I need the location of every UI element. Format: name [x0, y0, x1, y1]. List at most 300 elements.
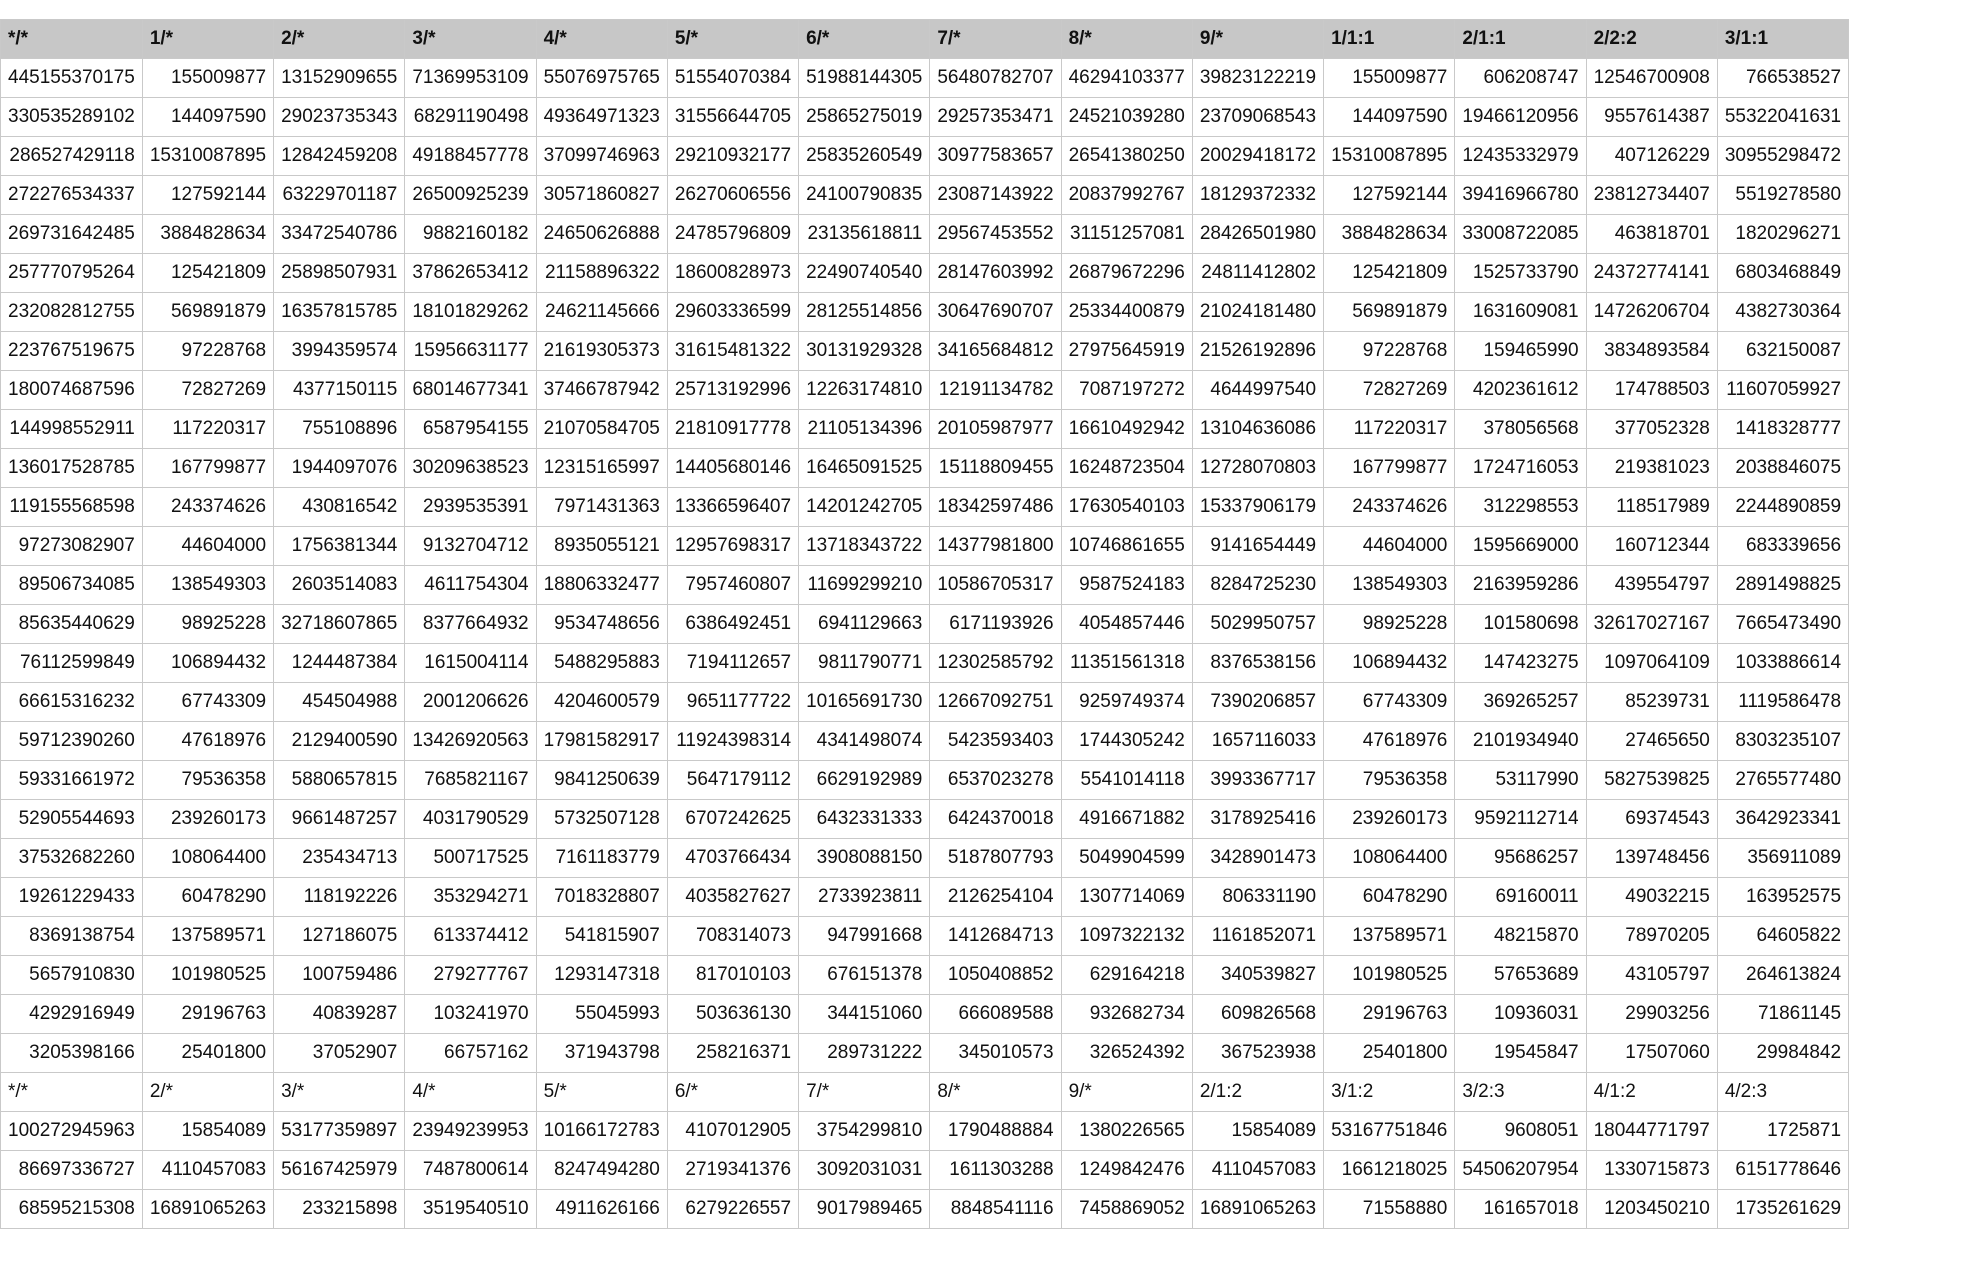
data-cell[interactable]: 7971431363 [536, 487, 667, 526]
data-cell[interactable]: 3205398166 [1, 1033, 143, 1072]
data-cell[interactable]: 106894432 [1324, 643, 1455, 682]
data-cell[interactable]: 117220317 [1324, 409, 1455, 448]
header-cell[interactable]: 9/* [1192, 19, 1323, 58]
subheader-cell[interactable]: */* [1, 1072, 143, 1111]
data-cell[interactable]: 25401800 [142, 1033, 273, 1072]
header-cell[interactable]: 4/* [536, 19, 667, 58]
data-cell[interactable]: 49188457778 [405, 136, 536, 175]
data-cell[interactable]: 33472540786 [274, 214, 405, 253]
data-cell[interactable]: 29196763 [1324, 994, 1455, 1033]
data-cell[interactable]: 155009877 [142, 58, 273, 97]
data-cell[interactable]: 3884828634 [142, 214, 273, 253]
data-cell[interactable]: 37099746963 [536, 136, 667, 175]
data-cell[interactable]: 28125514856 [799, 292, 930, 331]
data-cell[interactable]: 18806332477 [536, 565, 667, 604]
data-cell[interactable]: 72827269 [1324, 370, 1455, 409]
data-cell[interactable]: 64605822 [1717, 916, 1848, 955]
data-cell[interactable]: 13366596407 [667, 487, 798, 526]
data-cell[interactable]: 1050408852 [930, 955, 1061, 994]
data-cell[interactable]: 138549303 [142, 565, 273, 604]
data-cell[interactable]: 12728070803 [1192, 448, 1323, 487]
data-cell[interactable]: 377052328 [1586, 409, 1717, 448]
data-cell[interactable]: 30647690707 [930, 292, 1061, 331]
data-cell[interactable]: 67743309 [1324, 682, 1455, 721]
data-cell[interactable]: 353294271 [405, 877, 536, 916]
data-cell[interactable]: 312298553 [1455, 487, 1586, 526]
data-cell[interactable]: 15310087895 [142, 136, 273, 175]
data-cell[interactable]: 439554797 [1586, 565, 1717, 604]
header-cell[interactable]: 1/* [142, 19, 273, 58]
data-cell[interactable]: 56480782707 [930, 58, 1061, 97]
data-cell[interactable]: 369265257 [1455, 682, 1586, 721]
data-cell[interactable]: 10746861655 [1061, 526, 1192, 565]
data-cell[interactable]: 6279226557 [667, 1189, 798, 1228]
data-cell[interactable]: 3178925416 [1192, 799, 1323, 838]
data-cell[interactable]: 286527429118 [1, 136, 143, 175]
data-cell[interactable]: 118517989 [1586, 487, 1717, 526]
data-cell[interactable]: 1724716053 [1455, 448, 1586, 487]
data-cell[interactable]: 26500925239 [405, 175, 536, 214]
data-cell[interactable]: 52905544693 [1, 799, 143, 838]
data-cell[interactable]: 5519278580 [1717, 175, 1848, 214]
data-cell[interactable]: 27975645919 [1061, 331, 1192, 370]
data-cell[interactable]: 9608051 [1455, 1111, 1586, 1150]
data-cell[interactable]: 13426920563 [405, 721, 536, 760]
data-cell[interactable]: 7487800614 [405, 1150, 536, 1189]
data-cell[interactable]: 272276534337 [1, 175, 143, 214]
data-cell[interactable]: 269731642485 [1, 214, 143, 253]
data-cell[interactable]: 18101829262 [405, 292, 536, 331]
data-cell[interactable]: 6432331333 [799, 799, 930, 838]
data-cell[interactable]: 16610492942 [1061, 409, 1192, 448]
data-cell[interactable]: 3519540510 [405, 1189, 536, 1228]
data-cell[interactable]: 5827539825 [1586, 760, 1717, 799]
data-cell[interactable]: 33008722085 [1455, 214, 1586, 253]
data-cell[interactable]: 676151378 [799, 955, 930, 994]
data-cell[interactable]: 606208747 [1455, 58, 1586, 97]
data-cell[interactable]: 29210932177 [667, 136, 798, 175]
data-cell[interactable]: 11607059927 [1717, 370, 1848, 409]
data-cell[interactable]: 26541380250 [1061, 136, 1192, 175]
data-cell[interactable]: 12842459208 [274, 136, 405, 175]
data-cell[interactable]: 15956631177 [405, 331, 536, 370]
data-cell[interactable]: 21070584705 [536, 409, 667, 448]
data-cell[interactable]: 14377981800 [930, 526, 1061, 565]
data-cell[interactable]: 9017989465 [799, 1189, 930, 1228]
data-cell[interactable]: 766538527 [1717, 58, 1848, 97]
data-cell[interactable]: 243374626 [142, 487, 273, 526]
data-cell[interactable]: 18044771797 [1586, 1111, 1717, 1150]
data-cell[interactable]: 68595215308 [1, 1189, 143, 1228]
data-cell[interactable]: 932682734 [1061, 994, 1192, 1033]
data-cell[interactable]: 17981582917 [536, 721, 667, 760]
data-cell[interactable]: 23812734407 [1586, 175, 1717, 214]
data-cell[interactable]: 8935055121 [536, 526, 667, 565]
data-cell[interactable]: 144998552911 [1, 409, 143, 448]
data-cell[interactable]: 1033886614 [1717, 643, 1848, 682]
data-cell[interactable]: 56167425979 [274, 1150, 405, 1189]
data-cell[interactable]: 1595669000 [1455, 526, 1586, 565]
data-cell[interactable]: 7957460807 [667, 565, 798, 604]
subheader-cell[interactable]: 2/* [142, 1072, 273, 1111]
data-cell[interactable]: 108064400 [1324, 838, 1455, 877]
data-cell[interactable]: 13104636086 [1192, 409, 1323, 448]
data-cell[interactable]: 25334400879 [1061, 292, 1192, 331]
data-cell[interactable]: 16465091525 [799, 448, 930, 487]
data-cell[interactable]: 755108896 [274, 409, 405, 448]
data-cell[interactable]: 30571860827 [536, 175, 667, 214]
data-cell[interactable]: 119155568598 [1, 487, 143, 526]
data-cell[interactable]: 15854089 [1192, 1111, 1323, 1150]
data-cell[interactable]: 20029418172 [1192, 136, 1323, 175]
data-cell[interactable]: 167799877 [1324, 448, 1455, 487]
data-cell[interactable]: 85239731 [1586, 682, 1717, 721]
data-cell[interactable]: 817010103 [667, 955, 798, 994]
header-cell[interactable]: 8/* [1061, 19, 1192, 58]
data-cell[interactable]: 15337906179 [1192, 487, 1323, 526]
data-cell[interactable]: 23135618811 [799, 214, 930, 253]
data-cell[interactable]: 632150087 [1717, 331, 1848, 370]
data-cell[interactable]: 103241970 [405, 994, 536, 1033]
data-cell[interactable]: 345010573 [930, 1033, 1061, 1072]
data-cell[interactable]: 609826568 [1192, 994, 1323, 1033]
data-cell[interactable]: 356911089 [1717, 838, 1848, 877]
data-cell[interactable]: 18129372332 [1192, 175, 1323, 214]
data-cell[interactable]: 55045993 [536, 994, 667, 1033]
data-cell[interactable]: 13718343722 [799, 526, 930, 565]
data-cell[interactable]: 19261229433 [1, 877, 143, 916]
data-cell[interactable]: 2719341376 [667, 1150, 798, 1189]
data-cell[interactable]: 2733923811 [799, 877, 930, 916]
data-cell[interactable]: 127592144 [142, 175, 273, 214]
data-cell[interactable]: 138549303 [1324, 565, 1455, 604]
data-cell[interactable]: 49032215 [1586, 877, 1717, 916]
data-cell[interactable]: 53117990 [1455, 760, 1586, 799]
data-cell[interactable]: 1244487384 [274, 643, 405, 682]
data-cell[interactable]: 159465990 [1455, 331, 1586, 370]
data-cell[interactable]: 4031790529 [405, 799, 536, 838]
data-cell[interactable]: 144097590 [142, 97, 273, 136]
data-cell[interactable]: 28147603992 [930, 253, 1061, 292]
data-cell[interactable]: 239260173 [142, 799, 273, 838]
data-cell[interactable]: 806331190 [1192, 877, 1323, 916]
data-cell[interactable]: 54506207954 [1455, 1150, 1586, 1189]
data-cell[interactable]: 46294103377 [1061, 58, 1192, 97]
data-cell[interactable]: 89506734085 [1, 565, 143, 604]
data-cell[interactable]: 9259749374 [1061, 682, 1192, 721]
data-cell[interactable]: 12546700908 [1586, 58, 1717, 97]
data-cell[interactable]: 4202361612 [1455, 370, 1586, 409]
data-cell[interactable]: 4204600579 [536, 682, 667, 721]
data-cell[interactable]: 31615481322 [667, 331, 798, 370]
data-cell[interactable]: 4382730364 [1717, 292, 1848, 331]
data-cell[interactable]: 666089588 [930, 994, 1061, 1033]
data-cell[interactable]: 4054857446 [1061, 604, 1192, 643]
data-cell[interactable]: 66757162 [405, 1033, 536, 1072]
data-cell[interactable]: 18342597486 [930, 487, 1061, 526]
data-cell[interactable]: 3428901473 [1192, 838, 1323, 877]
header-cell[interactable]: 6/* [799, 19, 930, 58]
data-cell[interactable]: 5657910830 [1, 955, 143, 994]
data-cell[interactable]: 19466120956 [1455, 97, 1586, 136]
data-cell[interactable]: 8848541116 [930, 1189, 1061, 1228]
data-cell[interactable]: 1735261629 [1717, 1189, 1848, 1228]
data-cell[interactable]: 683339656 [1717, 526, 1848, 565]
data-cell[interactable]: 10586705317 [930, 565, 1061, 604]
data-cell[interactable]: 29023735343 [274, 97, 405, 136]
data-cell[interactable]: 6707242625 [667, 799, 798, 838]
data-cell[interactable]: 117220317 [142, 409, 273, 448]
data-cell[interactable]: 37466787942 [536, 370, 667, 409]
data-cell[interactable]: 98925228 [1324, 604, 1455, 643]
data-cell[interactable]: 11351561318 [1061, 643, 1192, 682]
data-cell[interactable]: 12957698317 [667, 526, 798, 565]
data-cell[interactable]: 30977583657 [930, 136, 1061, 175]
data-cell[interactable]: 8376538156 [1192, 643, 1323, 682]
data-cell[interactable]: 68014677341 [405, 370, 536, 409]
data-cell[interactable]: 125421809 [1324, 253, 1455, 292]
subheader-cell[interactable]: 6/* [667, 1072, 798, 1111]
data-cell[interactable]: 2001206626 [405, 682, 536, 721]
data-cell[interactable]: 2101934940 [1455, 721, 1586, 760]
data-cell[interactable]: 76112599849 [1, 643, 143, 682]
data-cell[interactable]: 108064400 [142, 838, 273, 877]
data-cell[interactable]: 3993367717 [1192, 760, 1323, 799]
data-cell[interactable]: 7161183779 [536, 838, 667, 877]
data-cell[interactable]: 2939535391 [405, 487, 536, 526]
data-cell[interactable]: 17630540103 [1061, 487, 1192, 526]
data-cell[interactable]: 21526192896 [1192, 331, 1323, 370]
data-cell[interactable]: 378056568 [1455, 409, 1586, 448]
data-cell[interactable]: 3908088150 [799, 838, 930, 877]
data-cell[interactable]: 167799877 [142, 448, 273, 487]
header-cell[interactable]: 1/1:1 [1324, 19, 1455, 58]
data-cell[interactable]: 1611303288 [930, 1150, 1061, 1189]
data-cell[interactable]: 223767519675 [1, 331, 143, 370]
subheader-cell[interactable]: 4/1:2 [1586, 1072, 1717, 1111]
data-cell[interactable]: 2603514083 [274, 565, 405, 604]
data-cell[interactable]: 239260173 [1324, 799, 1455, 838]
data-cell[interactable]: 7194112657 [667, 643, 798, 682]
header-cell[interactable]: 2/2:2 [1586, 19, 1717, 58]
data-cell[interactable]: 127592144 [1324, 175, 1455, 214]
data-cell[interactable]: 27465650 [1586, 721, 1717, 760]
data-cell[interactable]: 243374626 [1324, 487, 1455, 526]
data-cell[interactable]: 6629192989 [799, 760, 930, 799]
data-cell[interactable]: 59712390260 [1, 721, 143, 760]
data-cell[interactable]: 49364971323 [536, 97, 667, 136]
data-cell[interactable]: 2765577480 [1717, 760, 1848, 799]
data-cell[interactable]: 3994359574 [274, 331, 405, 370]
data-cell[interactable]: 10165691730 [799, 682, 930, 721]
data-cell[interactable]: 1097064109 [1586, 643, 1717, 682]
header-cell[interactable]: */* [1, 19, 143, 58]
data-cell[interactable]: 12263174810 [799, 370, 930, 409]
data-cell[interactable]: 5488295883 [536, 643, 667, 682]
data-cell[interactable]: 37052907 [274, 1033, 405, 1072]
data-cell[interactable]: 1725871 [1717, 1111, 1848, 1150]
data-cell[interactable]: 5732507128 [536, 799, 667, 838]
data-cell[interactable]: 136017528785 [1, 448, 143, 487]
data-cell[interactable]: 51988144305 [799, 58, 930, 97]
data-cell[interactable]: 708314073 [667, 916, 798, 955]
data-cell[interactable]: 8284725230 [1192, 565, 1323, 604]
data-cell[interactable]: 69160011 [1455, 877, 1586, 916]
data-cell[interactable]: 9132704712 [405, 526, 536, 565]
data-cell[interactable]: 57653689 [1455, 955, 1586, 994]
header-cell[interactable]: 7/* [930, 19, 1061, 58]
data-cell[interactable]: 4035827627 [667, 877, 798, 916]
data-cell[interactable]: 4644997540 [1192, 370, 1323, 409]
data-cell[interactable]: 125421809 [142, 253, 273, 292]
data-cell[interactable]: 5187807793 [930, 838, 1061, 877]
data-cell[interactable]: 67743309 [142, 682, 273, 721]
data-cell[interactable]: 9557614387 [1586, 97, 1717, 136]
subheader-cell[interactable]: 4/* [405, 1072, 536, 1111]
data-cell[interactable]: 6941129663 [799, 604, 930, 643]
data-cell[interactable]: 31556644705 [667, 97, 798, 136]
data-cell[interactable]: 53177359897 [274, 1111, 405, 1150]
data-cell[interactable]: 445155370175 [1, 58, 143, 97]
data-cell[interactable]: 14405680146 [667, 448, 798, 487]
data-cell[interactable]: 7087197272 [1061, 370, 1192, 409]
data-cell[interactable]: 1380226565 [1061, 1111, 1192, 1150]
data-cell[interactable]: 344151060 [799, 994, 930, 1033]
data-cell[interactable]: 23709068543 [1192, 97, 1323, 136]
data-cell[interactable]: 5880657815 [274, 760, 405, 799]
data-cell[interactable]: 4911626166 [536, 1189, 667, 1228]
data-cell[interactable]: 1412684713 [930, 916, 1061, 955]
data-cell[interactable]: 947991668 [799, 916, 930, 955]
data-cell[interactable]: 9651177722 [667, 682, 798, 721]
data-cell[interactable]: 4110457083 [1192, 1150, 1323, 1189]
data-cell[interactable]: 8303235107 [1717, 721, 1848, 760]
data-cell[interactable]: 2163959286 [1455, 565, 1586, 604]
data-cell[interactable]: 55076975765 [536, 58, 667, 97]
data-cell[interactable]: 1330715873 [1586, 1150, 1717, 1189]
data-cell[interactable]: 454504988 [274, 682, 405, 721]
subheader-cell[interactable]: 2/1:2 [1192, 1072, 1323, 1111]
data-cell[interactable]: 7685821167 [405, 760, 536, 799]
data-cell[interactable]: 24100790835 [799, 175, 930, 214]
data-cell[interactable]: 1161852071 [1192, 916, 1323, 955]
data-cell[interactable]: 1203450210 [1586, 1189, 1717, 1228]
data-cell[interactable]: 85635440629 [1, 604, 143, 643]
data-cell[interactable]: 629164218 [1061, 955, 1192, 994]
data-cell[interactable]: 2126254104 [930, 877, 1061, 916]
data-cell[interactable]: 11924398314 [667, 721, 798, 760]
data-cell[interactable]: 25835260549 [799, 136, 930, 175]
data-cell[interactable]: 47618976 [142, 721, 273, 760]
data-cell[interactable]: 26879672296 [1061, 253, 1192, 292]
data-cell[interactable]: 23949239953 [405, 1111, 536, 1150]
data-cell[interactable]: 1097322132 [1061, 916, 1192, 955]
data-cell[interactable]: 47618976 [1324, 721, 1455, 760]
data-cell[interactable]: 25865275019 [799, 97, 930, 136]
data-cell[interactable]: 9841250639 [536, 760, 667, 799]
data-cell[interactable]: 101580698 [1455, 604, 1586, 643]
data-cell[interactable]: 100272945963 [1, 1111, 143, 1150]
data-cell[interactable]: 407126229 [1586, 136, 1717, 175]
data-cell[interactable]: 235434713 [274, 838, 405, 877]
data-cell[interactable]: 2129400590 [274, 721, 405, 760]
data-cell[interactable]: 15118809455 [930, 448, 1061, 487]
data-cell[interactable]: 55322041631 [1717, 97, 1848, 136]
data-cell[interactable]: 26270606556 [667, 175, 798, 214]
data-cell[interactable]: 53167751846 [1324, 1111, 1455, 1150]
header-cell[interactable]: 2/1:1 [1455, 19, 1586, 58]
data-cell[interactable]: 24621145666 [536, 292, 667, 331]
data-cell[interactable]: 613374412 [405, 916, 536, 955]
data-cell[interactable]: 97273082907 [1, 526, 143, 565]
data-cell[interactable]: 6537023278 [930, 760, 1061, 799]
data-cell[interactable]: 44604000 [1324, 526, 1455, 565]
data-cell[interactable]: 31151257081 [1061, 214, 1192, 253]
header-cell[interactable]: 3/1:1 [1717, 19, 1848, 58]
subheader-cell[interactable]: 5/* [536, 1072, 667, 1111]
data-cell[interactable]: 9141654449 [1192, 526, 1323, 565]
data-cell[interactable]: 180074687596 [1, 370, 143, 409]
subheader-cell[interactable]: 3/* [274, 1072, 405, 1111]
data-cell[interactable]: 430816542 [274, 487, 405, 526]
data-cell[interactable]: 106894432 [142, 643, 273, 682]
data-cell[interactable]: 155009877 [1324, 58, 1455, 97]
data-cell[interactable]: 127186075 [274, 916, 405, 955]
data-cell[interactable]: 44604000 [142, 526, 273, 565]
data-cell[interactable]: 160712344 [1586, 526, 1717, 565]
data-cell[interactable]: 4341498074 [799, 721, 930, 760]
data-cell[interactable]: 30955298472 [1717, 136, 1848, 175]
data-cell[interactable]: 98925228 [142, 604, 273, 643]
subheader-cell[interactable]: 7/* [799, 1072, 930, 1111]
data-cell[interactable]: 371943798 [536, 1033, 667, 1072]
data-cell[interactable]: 69374543 [1586, 799, 1717, 838]
data-cell[interactable]: 60478290 [142, 877, 273, 916]
data-cell[interactable]: 1657116033 [1192, 721, 1323, 760]
data-cell[interactable]: 29603336599 [667, 292, 798, 331]
data-cell[interactable]: 16891065263 [142, 1189, 273, 1228]
data-cell[interactable]: 23087143922 [930, 175, 1061, 214]
data-cell[interactable]: 4292916949 [1, 994, 143, 1033]
data-cell[interactable]: 5423593403 [930, 721, 1061, 760]
data-cell[interactable]: 29257353471 [930, 97, 1061, 136]
data-cell[interactable]: 21810917778 [667, 409, 798, 448]
data-cell[interactable]: 257770795264 [1, 253, 143, 292]
data-cell[interactable]: 9534748656 [536, 604, 667, 643]
data-cell[interactable]: 137589571 [1324, 916, 1455, 955]
data-cell[interactable]: 1119586478 [1717, 682, 1848, 721]
data-cell[interactable]: 5541014118 [1061, 760, 1192, 799]
data-cell[interactable]: 59331661972 [1, 760, 143, 799]
data-cell[interactable]: 14726206704 [1586, 292, 1717, 331]
data-cell[interactable]: 137589571 [142, 916, 273, 955]
data-cell[interactable]: 4703766434 [667, 838, 798, 877]
data-cell[interactable]: 29984842 [1717, 1033, 1848, 1072]
data-cell[interactable]: 174788503 [1586, 370, 1717, 409]
data-cell[interactable]: 37862653412 [405, 253, 536, 292]
data-cell[interactable]: 17507060 [1586, 1033, 1717, 1072]
data-cell[interactable]: 289731222 [799, 1033, 930, 1072]
data-cell[interactable]: 32617027167 [1586, 604, 1717, 643]
data-cell[interactable]: 8247494280 [536, 1150, 667, 1189]
data-cell[interactable]: 330535289102 [1, 97, 143, 136]
data-cell[interactable]: 15310087895 [1324, 136, 1455, 175]
data-cell[interactable]: 97228768 [1324, 331, 1455, 370]
header-cell[interactable]: 3/* [405, 19, 536, 58]
data-cell[interactable]: 219381023 [1586, 448, 1717, 487]
data-cell[interactable]: 25401800 [1324, 1033, 1455, 1072]
data-cell[interactable]: 1631609081 [1455, 292, 1586, 331]
